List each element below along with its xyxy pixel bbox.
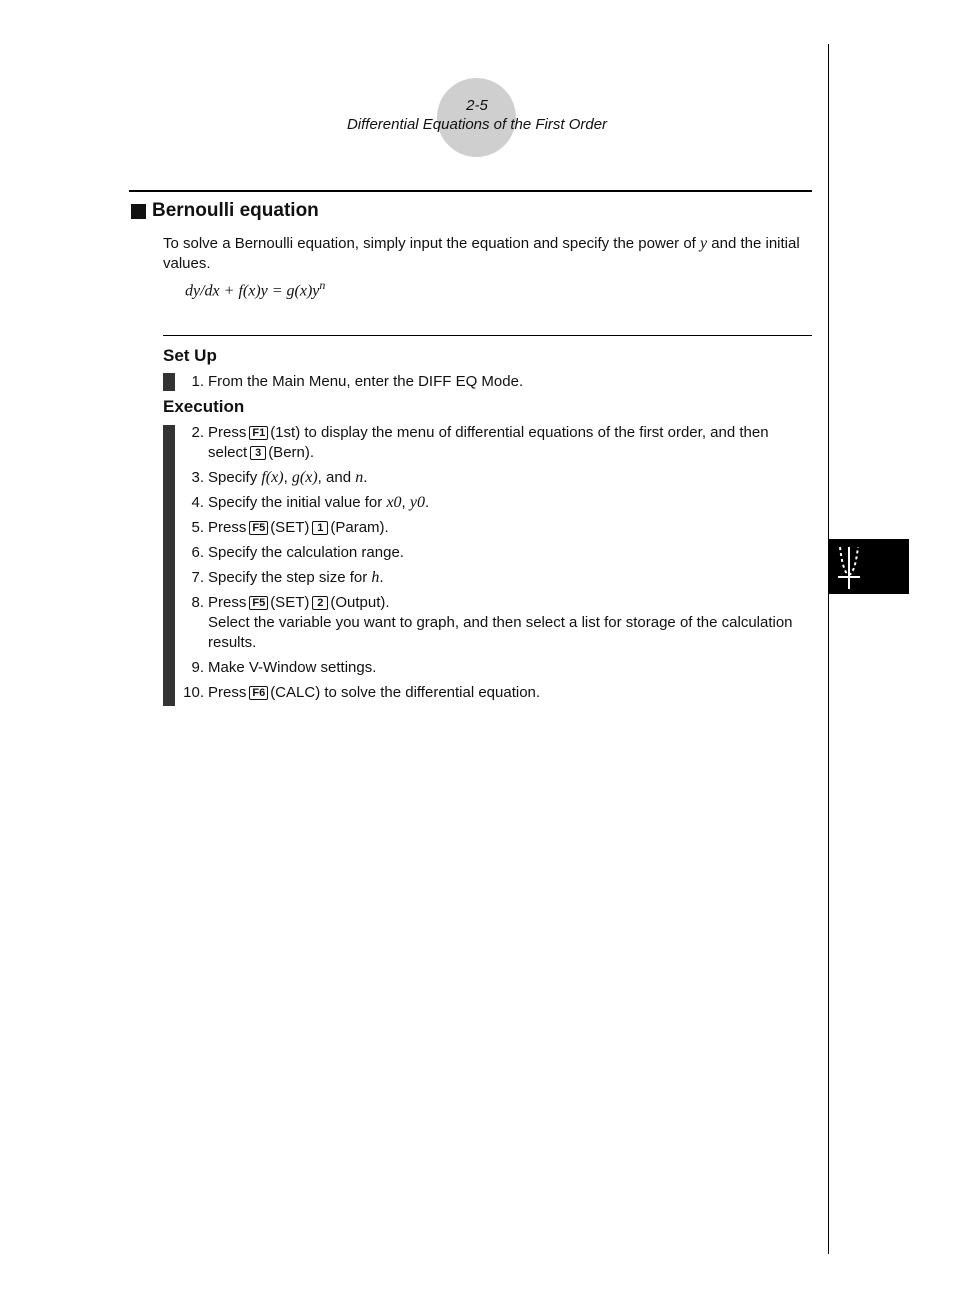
execution-heading: Execution <box>163 397 245 416</box>
intro-text-1: To solve a Bernoulli equation, simply input the equation and specify the power of <box>163 235 700 252</box>
list-item: 3. Specify f(x), g(x), and n. <box>191 469 368 486</box>
graph-curve-icon <box>829 539 909 594</box>
list-item: 7. Specify the step size for h. <box>191 569 384 586</box>
list-item: 5. Press F5 (SET) 1 (Param). <box>191 519 389 536</box>
f6-key-icon: F6 <box>249 686 268 700</box>
f1-key-icon: F1 <box>249 426 268 440</box>
chapter-tab <box>829 539 909 594</box>
list-item: 9. Make V-Window settings. <box>191 659 377 676</box>
section-number: 2-5 <box>466 97 488 114</box>
f5-key-icon: F5 <box>249 596 268 610</box>
section-rule <box>129 190 812 192</box>
subsection-rule <box>163 335 812 336</box>
intro-text-2: and the initial values. <box>163 235 800 272</box>
list-item: 10. Press F6 (CALC) to solve the differential equation. <box>183 684 541 701</box>
list-item: 1. From the Main Menu, enter the DIFF EQ Mode. <box>191 373 524 390</box>
execution-steps <box>180 423 810 708</box>
bernoulli-formula <box>185 278 325 300</box>
key-3-icon: 3 <box>250 446 266 460</box>
list-item: 2. Press F1 (1st) to display the menu of differential equations of the first order, and then select 3 (Bern). <box>191 424 769 461</box>
execution-bar <box>163 425 175 706</box>
setup-heading: Set Up <box>163 346 217 365</box>
section-square-icon <box>131 204 146 219</box>
section-title: Differential Equations of the First Order <box>346 116 608 133</box>
key-1-icon: 1 <box>312 521 328 535</box>
page-title: Bernoulli equation <box>152 200 319 221</box>
list-item: 6. Specify the calculation range. <box>191 544 404 561</box>
formula-exponent: n <box>319 278 326 292</box>
intro-variable: y <box>700 235 708 252</box>
setup-steps <box>180 372 810 397</box>
list-item: 8. Press F5 (SET) 2 (Output). Select the variable you want to graph, and then select a list for storage of the calculation results. <box>191 594 793 651</box>
intro-paragraph <box>163 234 803 274</box>
list-item: 4. Specify the initial value for x0, y0. <box>191 494 430 511</box>
key-2-icon: 2 <box>312 596 328 610</box>
f5-key-icon: F5 <box>249 521 268 535</box>
formula-base: dy/dx + f(x)y = g(x)y <box>185 282 320 300</box>
setup-bar <box>163 373 175 391</box>
margin-rule <box>828 44 829 1254</box>
